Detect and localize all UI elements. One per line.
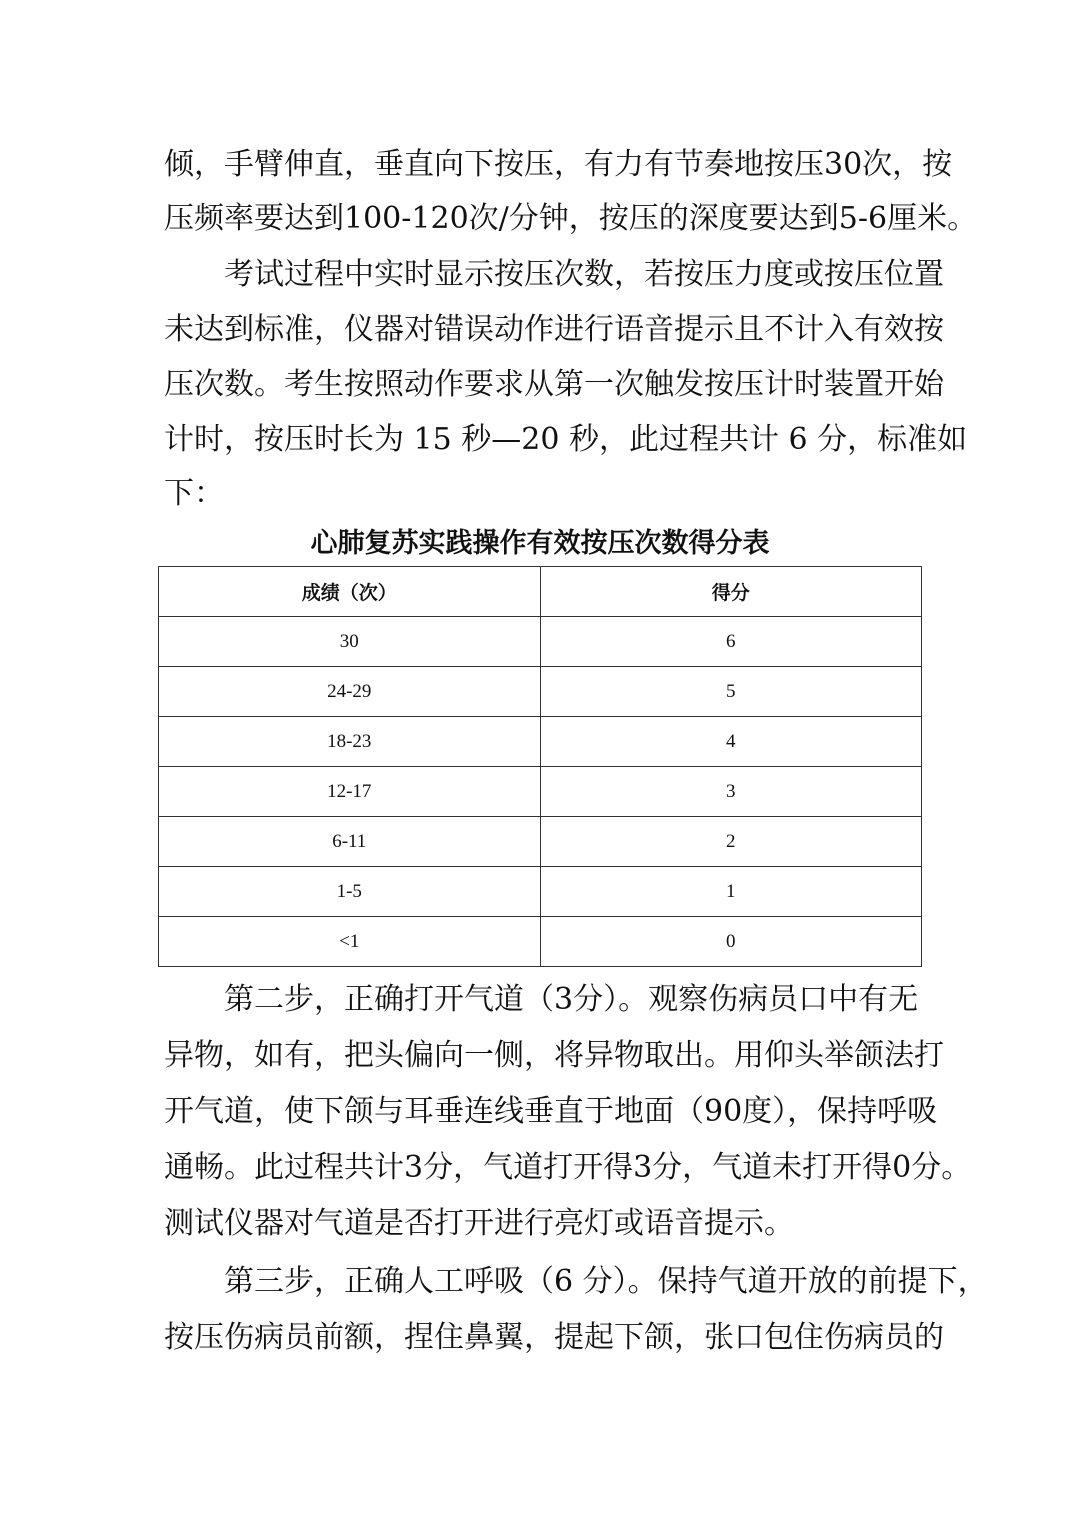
cell-count: 24-29 — [159, 667, 541, 717]
cell-points: 4 — [540, 717, 922, 767]
table-row — [159, 667, 922, 717]
text-line: 通畅。此过程共计3分，气道打开得3分，气道未打开得0分。 — [164, 1150, 972, 1185]
table-row — [159, 867, 922, 917]
cell-points: 1 — [540, 867, 922, 917]
text-line: 未达到标准，仪器对错误动作进行语音提示且不计入有效按 — [164, 312, 944, 347]
text-line: 考试过程中实时显示按压次数，若按压力度或按压位置 — [224, 257, 944, 292]
header-points: 得分 — [540, 567, 922, 617]
cell-points: 0 — [540, 917, 922, 967]
cell-points: 6 — [540, 617, 922, 667]
table-row — [159, 717, 922, 767]
table-title: 心肺复苏实践操作有效按压次数得分表 — [310, 528, 770, 559]
table-header-row — [159, 567, 922, 617]
text-line: 开气道，使下颌与耳垂连线垂直于地面（90度），保持呼吸 — [164, 1094, 938, 1129]
cell-points: 5 — [540, 667, 922, 717]
table-row — [159, 617, 922, 667]
text-line: 按压伤病员前额，捏住鼻翼，提起下颌，张口包住伤病员的 — [164, 1320, 944, 1355]
header-score-count: 成绩（次） — [159, 567, 541, 617]
text-line: 第三步，正确人工呼吸（6 分）。保持气道开放的前提下， — [224, 1264, 988, 1299]
cell-count: 6-11 — [159, 817, 541, 867]
text-line: 下： — [164, 476, 224, 511]
table-row — [159, 767, 922, 817]
text-line: 异物，如有，把头偏向一侧，将异物取出。用仰头举颌法打 — [164, 1038, 944, 1073]
text-line: 测试仪器对气道是否打开进行亮灯或语音提示。 — [164, 1206, 794, 1241]
cell-count: 30 — [159, 617, 541, 667]
cell-count: 1-5 — [159, 867, 541, 917]
cell-points: 2 — [540, 817, 922, 867]
cell-count: <1 — [159, 917, 541, 967]
text-line: 倾，手臂伸直，垂直向下按压，有力有节奏地按压30次，按 — [164, 147, 953, 182]
text-line: 压次数。考生按照动作要求从第一次触发按压计时装置开始 — [164, 367, 944, 402]
text-line: 计时，按压时长为 15 秒—20 秒，此过程共计 6 分，标准如 — [164, 422, 968, 457]
cell-count: 12-17 — [159, 767, 541, 817]
table-row — [159, 817, 922, 867]
cell-points: 3 — [540, 767, 922, 817]
text-line: 第二步，正确打开气道（3分）。观察伤病员口中有无 — [224, 982, 919, 1017]
cell-count: 18-23 — [159, 717, 541, 767]
table-row — [159, 917, 922, 967]
score-table — [158, 566, 922, 967]
text-line: 压频率要达到100-120次/分钟，按压的深度要达到5-6厘米。 — [164, 201, 978, 236]
